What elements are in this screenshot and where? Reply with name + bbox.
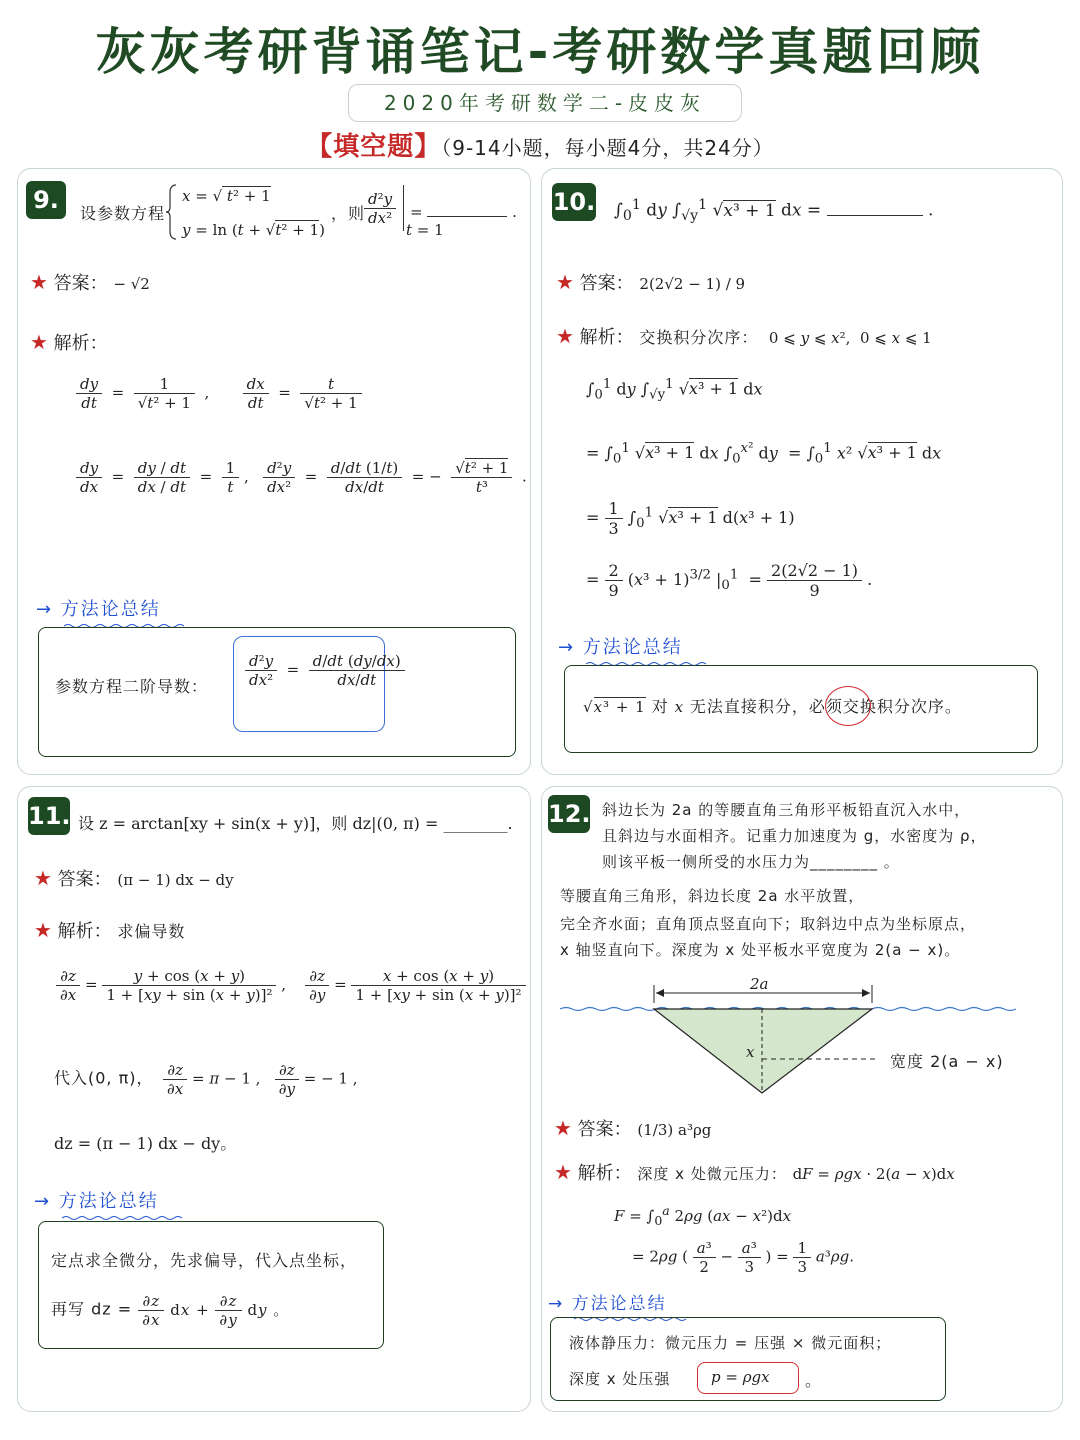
answer-value: − √2 [113,275,150,293]
question-number: 10. [552,183,596,221]
answer-row [554,1115,711,1141]
summary-line-1: 液体静压力：微元压力 = 压强 × 微元面积； [569,1334,892,1352]
analysis-text: 交换积分次序： [639,328,759,347]
star-icon: ★ [30,270,48,294]
analysis-label: 解析： [579,327,634,348]
analysis-row [554,1159,955,1185]
answer-label: 答案： [57,869,112,890]
prompt-line-3: 则该平板一侧所受的水压力为________ 。 [602,853,900,871]
question-card-12 [541,786,1063,1412]
solution-step-4: = $\frac{2}{9}$ $(x^3 + 1)^{3/2}$ $|_0^1$ = $\frac{2(2√2 - 1)}{9}$ . [586,561,873,600]
diagram-label-x: x [746,1043,755,1061]
star-icon: ★ [556,270,574,294]
summary-line-1: 定点求全微分，先求偏导，代入点坐标， [51,1251,358,1270]
star-icon: ★ [34,918,52,942]
question-then: ，则 [331,204,366,223]
question-prompt: $\int_0^1$ dy $\int_{√y}^1$ √x³ + 1 dx = . [614,197,934,225]
star-icon: ★ [554,1160,572,1184]
question-number: 11. [28,797,70,835]
answer-label: 答案： [577,1119,632,1140]
arrow-right [862,989,870,997]
solution-step-1: $\int_0^1$ dy $\int_{√y}^1$ √x³ + 1 dx [586,377,763,403]
question-target: $\frac{\text{d²y}}{\text{dx²}}$ [364,185,404,231]
answer-value: 2(2√2 − 1) / 9 [639,275,746,293]
derivative-line-1: $\frac{dy}{dt}$ = $\frac{1}{\text{√t² + 1}}$ , $\frac{dx}{dt}$ = $\frac{t}{\text{√t² + 1}}$ [76,375,362,412]
question-number: 12. [548,795,590,833]
dz-result: dz = (π − 1) dx − dy。 [54,1134,237,1153]
section-heading [0,126,1080,163]
method-summary-heading: → 方法论总结 [558,633,708,667]
question-prompt: 设 z = arctan[xy + sin(x + y)]，则 dz|(0, π) = ________. [78,814,513,833]
star-icon: ★ [556,324,574,348]
diagram-label-width: 宽度 2(a − x) [890,1052,1004,1071]
force-integral: $F = \int_0^a$ 2ρg (ax − x²)dx [614,1203,792,1228]
summary-formula: $\frac{\text{d²y}}{\text{dx²}}$ = $\frac{d/dt (dy/dx)}{dx/dt}$ [245,652,405,689]
triangle-plate [654,1009,872,1093]
method-summary-box [550,1317,946,1401]
method-summary-heading: → 方法论总结 [36,595,186,629]
partial-derivatives: $\frac{\partial z}{\partial x}$ = $\frac{y + \cos (x + y)}{\text{1 + [xy + sin (x + y)]²}}$ , $\frac{\partial z}{\partial y}$ = $\frac{x + \cos (x + y)}{\text{1 + [xy + sin (x + y)]²}}$ [56,967,526,1004]
answer-row [34,865,234,891]
system-brace [164,183,178,241]
summary-line-2: 深度 x 处压强 [569,1370,671,1388]
emphasis-circle [825,686,871,726]
solution-step-3: = $\frac{1}{3}$ $\int_0^1$ √x³ + 1 d(x³ + 1) [586,499,795,538]
analysis-row [556,323,932,349]
substitution-line: 代入(0, π)， $\frac{\partial z}{\partial x}$ = π − 1 , $\frac{\partial z}{\partial y}$ = − 1 , [54,1061,358,1098]
triangle-diagram [560,973,1040,1103]
summary-label: 参数方程二阶导数： [55,677,209,696]
section-label: 【填空题】 [306,132,442,162]
setup-line-1: 等腰直角三角形，斜边长度 2a 水平放置， [560,887,865,905]
question-card-10 [541,168,1063,775]
method-summary-box [38,627,516,757]
analysis-row [30,329,108,355]
force-result: = 2ρg ( $\frac{\text{a³}}{2}$ − $\frac{\text{a³}}{3}$ ) = $\frac{1}{3}$ a³ρg. [632,1239,854,1276]
setup-line-3: x 轴竖直向下。深度为 x 处平板水平宽度为 2(a − x)。 [560,941,961,959]
answer-row [30,269,150,295]
section-note: （9-14小题，每小题4分，共24分） [441,136,774,160]
arrow-left [656,989,664,997]
answer-label: 答案： [53,273,108,294]
answer-value: (π − 1) dx − dy [117,871,234,889]
answer-value: (1/3) a³ρg [637,1121,712,1139]
param-eq-y: y = ln (t + √t² + 1) [182,221,325,239]
question-card-11 [17,786,531,1412]
question-number: 9. [26,181,66,219]
param-eq-x: x = √ t² + 1 [182,187,271,205]
element-force: dF = ρgx · 2(a − x)dx [792,1165,955,1183]
analysis-label: 解析： [577,1163,632,1184]
star-icon: ★ [554,1116,572,1140]
analysis-text: 深度 x 处微元压力： [637,1165,787,1183]
method-summary-box [38,1221,384,1349]
analysis-label: 解析： [57,921,112,942]
method-summary-heading: → 方法论总结 [34,1187,184,1221]
question-blank: = . [410,203,517,221]
analysis-text: 求偏导数 [117,922,186,941]
analysis-label: 解析： [53,333,108,354]
prompt-line-1: 斜边长为 2a 的等腰直角三角形平板铅直沉入水中， [602,801,971,819]
region-bounds: 0 ⩽ y ⩽ x², 0 ⩽ x ⩽ 1 [764,329,932,347]
star-icon: ★ [34,866,52,890]
boxed-formula-text: p = ρgx [711,1368,770,1386]
answer-row [556,269,745,295]
method-summary-box [564,665,1038,753]
setup-line-2: 完全齐水面；直角顶点竖直向下；取斜边中点为坐标原点， [560,915,977,933]
page-subtitle: 2020年考研数学二-皮皮灰 [348,84,742,122]
solution-step-2: = $\int_0^1$ √x³ + 1 dx $\int_0^{x^2}$ dy = $\int_0^1$ x² √x³ + 1 dx [586,441,942,467]
summary-end: 。 [805,1371,823,1390]
circled-emphasis: 必须 [808,697,843,716]
analysis-row [34,917,185,943]
prompt-line-2: 且斜边与水面相齐。记重力加速度为 g，水密度为 ρ， [602,827,987,845]
summary-text: √x³ + 1 对 x 无法直接积分，必须交换积分次序。 [583,697,962,716]
diagram-label-2a: 2a [750,975,769,993]
summary-line-2: 再写 dz = $\frac{\partial z}{\partial x}$ dx + $\frac{\partial z}{\partial y}$ dy 。 [51,1292,290,1329]
method-summary-heading: → 方法论总结 [548,1289,688,1322]
question-card-9 [17,168,531,775]
page-title: 灰灰考研背诵笔记-考研数学真题回顾 [95,23,985,81]
derivative-line-2: $\frac{dy}{dx}$ = $\frac{dy / dt}{dx / dt}$ = $\frac{1}{t}$ , $\frac{\text{d²y}}{\text{dx²}}$ = $\frac{d/dt (1/t)}{dx/dt}$ = − $\frac{\text{√t² + 1}}{\text{t³}}$ . [76,459,527,496]
question-eval-point: t = 1 [406,221,444,239]
star-icon: ★ [30,330,48,354]
question-prompt: 设参数方程 [80,204,166,223]
answer-label: 答案： [579,273,634,294]
